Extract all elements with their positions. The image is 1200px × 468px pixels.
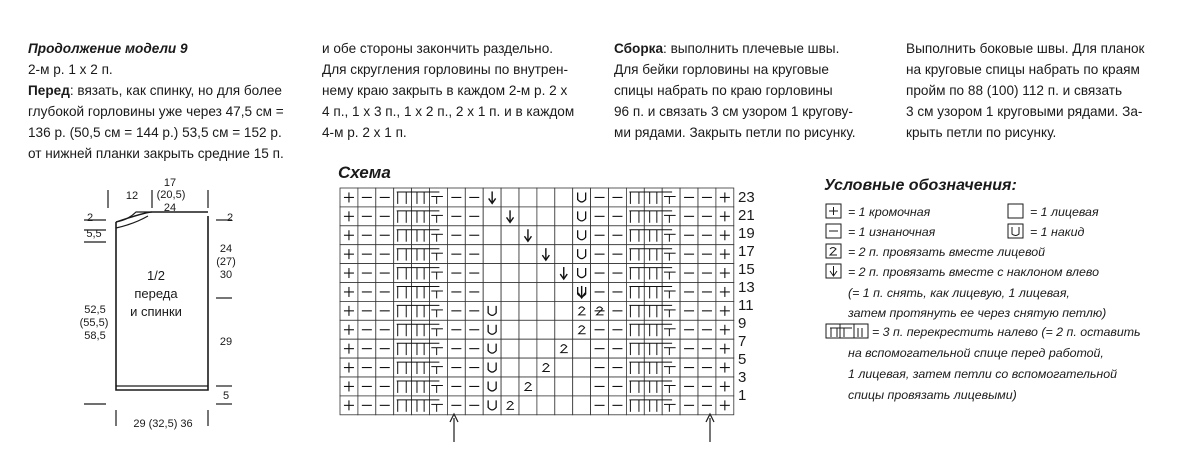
chart-cell (394, 207, 412, 226)
chart-cell (412, 188, 430, 207)
pattern-label-right-5: 5 (222, 390, 230, 402)
legend-ssk-note-1: (= 1 п. снять, как лицевую, 1 лицевая, (848, 286, 1070, 300)
chart-cell (430, 245, 448, 264)
chart-cell (501, 339, 519, 358)
chart-cell (537, 207, 555, 226)
chart-cell (412, 283, 430, 302)
chart-cell (626, 396, 644, 415)
chart-cell (573, 226, 591, 245)
chart-cell (430, 226, 448, 245)
text-line: 4-м р. 2 х 1 п. (322, 125, 407, 140)
chart-cell (537, 377, 555, 396)
chart-cell (412, 264, 430, 283)
chart-cell (537, 283, 555, 302)
chart-cell (644, 207, 662, 226)
chart-cell (412, 207, 430, 226)
chart-cell (430, 377, 448, 396)
text-line (614, 38, 888, 59)
chart-cell (662, 358, 680, 377)
schema-title: Схема (338, 163, 391, 182)
chart-cell (555, 301, 573, 320)
chart-cell (519, 377, 537, 396)
chart-cell (573, 339, 591, 358)
chart-cell (537, 339, 555, 358)
chart-cell (394, 245, 412, 264)
chart-cell (483, 396, 501, 415)
chart-cell (483, 264, 501, 283)
chart-cell (626, 226, 644, 245)
repeat-arrow-left (448, 412, 460, 442)
knitting-chart (336, 184, 736, 416)
chart-cell (483, 358, 501, 377)
pattern-label-right-24: 24 (219, 243, 233, 255)
chart-cell (394, 320, 412, 339)
chart-cell (626, 283, 644, 302)
chart-cell (573, 301, 591, 320)
chart-cell (394, 188, 412, 207)
chart-cell (519, 339, 537, 358)
chart-cell (573, 396, 591, 415)
chart-cell (483, 207, 501, 226)
pattern-label-left-58-5: 58,5 (84, 330, 106, 342)
pattern-label-left-5-5: 5,5 (86, 228, 102, 240)
chart-cell (430, 207, 448, 226)
text-fragment: : выполнить плечевые швы. (663, 41, 840, 56)
chart-cell (662, 226, 680, 245)
chart-cell (501, 358, 519, 377)
chart-cell (430, 339, 448, 358)
chart-cell (519, 396, 537, 415)
row-number: 11 (738, 297, 754, 314)
legend-cross-note-1: на вспомогательной спице перед работой, (848, 346, 1104, 360)
chart-cell (555, 207, 573, 226)
pattern-center-label-2: переда (134, 286, 178, 301)
chart-cell (555, 377, 573, 396)
chart-cell (430, 358, 448, 377)
chart-cell (430, 283, 448, 302)
chart-cell (501, 301, 519, 320)
chart-cell (394, 339, 412, 358)
chart-cell (555, 358, 573, 377)
chart-cell (626, 320, 644, 339)
text-column-2 (322, 38, 590, 143)
chart-cell (537, 301, 555, 320)
chart-cell (537, 264, 555, 283)
pattern-label-left-55-5: (55,5) (79, 317, 109, 329)
chart-cell (644, 377, 662, 396)
chart-cell (573, 320, 591, 339)
chart-cell (662, 188, 680, 207)
chart-cell (412, 320, 430, 339)
text-line: и обе стороны закончить раздельно. (322, 41, 554, 56)
pattern-label-left-52-5: 52,5 (84, 304, 106, 316)
chart-cell (644, 358, 662, 377)
chart-cell (501, 226, 519, 245)
chart-cell (573, 245, 591, 264)
chart-cell (644, 283, 662, 302)
pattern-label-right-30: 30 (219, 269, 233, 281)
legend-knit: = 1 лицевая (1030, 205, 1099, 219)
chart-cell (394, 301, 412, 320)
chart-cell (483, 320, 501, 339)
chart-cell (644, 264, 662, 283)
chart-cell (430, 188, 448, 207)
text-line: 96 п. и связать 3 см узором 1 кругову- (614, 104, 853, 119)
row-number: 23 (738, 189, 755, 206)
chart-cell (662, 283, 680, 302)
chart-cell (626, 264, 644, 283)
chart-cell (537, 226, 555, 245)
chart-cell (394, 264, 412, 283)
chart-cell (626, 301, 644, 320)
chart-cell (555, 226, 573, 245)
legend-yarnover: = 1 накид (1030, 225, 1085, 239)
row-number: 5 (738, 351, 747, 368)
chart-cell (519, 358, 537, 377)
legend-title: Условные обозначения: (824, 177, 1017, 194)
chart-cell (501, 396, 519, 415)
chart-cell (644, 320, 662, 339)
chart-cell (412, 377, 430, 396)
chart-cell (573, 188, 591, 207)
chart-cell (412, 301, 430, 320)
legend-k2tog: = 2 п. провязать вместе лицевой (848, 245, 1046, 259)
chart-cell (519, 207, 537, 226)
pattern-label-left-2: 2 (86, 212, 94, 224)
chart-cell (519, 264, 537, 283)
chart-cell (483, 245, 501, 264)
row-number: 15 (738, 261, 755, 278)
legend-cross: = 3 п. перекрестить налево (= 2 п. оставить (872, 325, 1141, 339)
chart-cell (555, 396, 573, 415)
chart-cell (394, 377, 412, 396)
text-line: на круговые спицы набрать по краям (906, 62, 1140, 77)
text-line: ми рядами. Закрыть петли по рисунку. (614, 125, 856, 140)
chart-cell (430, 320, 448, 339)
text-fragment: : вязать, как спинку, но для более (69, 83, 282, 98)
chart-cell (644, 301, 662, 320)
row-number: 3 (738, 369, 747, 386)
text-line: глубокой горловины уже через 47,5 см = (28, 104, 284, 119)
chart-cell (644, 339, 662, 358)
chart-cell (537, 358, 555, 377)
legend-edge: = 1 кромочная (848, 205, 931, 219)
chart-cell (537, 320, 555, 339)
row-number: 17 (738, 243, 755, 260)
repeat-arrow-right (704, 412, 716, 442)
section-heading: Продолжение модели 9 (28, 41, 188, 56)
chart-cell (412, 396, 430, 415)
chart-cell (555, 339, 573, 358)
chart-cell (573, 377, 591, 396)
row-number: 7 (738, 333, 747, 350)
chart-cell (626, 377, 644, 396)
chart-cell (501, 245, 519, 264)
chart-cell (626, 358, 644, 377)
chart-cell (662, 264, 680, 283)
pattern-label-top-24: 24 (163, 202, 177, 214)
legend-ssk-note-2: затем протянуть ее через снятую петлю) (848, 306, 1107, 320)
text-column-3 (614, 38, 888, 143)
chart-cell (537, 396, 555, 415)
pattern-center-label-1: 1/2 (146, 268, 166, 283)
text-line: нему краю закрыть в каждом 2-м р. 2 х (322, 83, 568, 98)
text-line: Для бейки горловины на круговые (614, 62, 829, 77)
text-line: крыть петли по рисунку. (906, 125, 1057, 140)
chart-cell (430, 301, 448, 320)
chart-cell (501, 283, 519, 302)
chart-cell (519, 283, 537, 302)
chart-cell (519, 320, 537, 339)
chart-cell (662, 320, 680, 339)
pattern-label-top-12: 12 (125, 190, 139, 202)
chart-cell (519, 301, 537, 320)
chart-cell (626, 339, 644, 358)
chart-cell (662, 301, 680, 320)
chart-cell (555, 283, 573, 302)
chart-cell (501, 264, 519, 283)
chart-cell (483, 377, 501, 396)
chart-cell (430, 396, 448, 415)
chart-cell (412, 358, 430, 377)
chart-cell (662, 396, 680, 415)
pattern-center-label-3: и спинки (130, 304, 182, 319)
chart-cell (412, 226, 430, 245)
chart-cell (644, 245, 662, 264)
legend-purl: = 1 изнаночная (848, 225, 936, 239)
garment-pattern-drawing (76, 178, 336, 448)
chart-cell (394, 283, 412, 302)
chart-cell (537, 188, 555, 207)
chart-cell (501, 188, 519, 207)
chart-cell (394, 358, 412, 377)
chart-cell (412, 245, 430, 264)
text-column-1 (28, 38, 300, 164)
chart-cell (573, 207, 591, 226)
pattern-label-right-2: 2 (226, 212, 234, 224)
chart-cell (662, 245, 680, 264)
text-line: 4 п., 1 х 3 п., 1 х 2 п., 2 х 1 п. и в каждом (322, 104, 575, 119)
chart-cell (519, 245, 537, 264)
chart-cell (483, 301, 501, 320)
chart-cell (483, 283, 501, 302)
chart-cell (662, 339, 680, 358)
chart-cell (501, 377, 519, 396)
chart-cell (626, 188, 644, 207)
pattern-label-right-27: (27) (216, 256, 236, 268)
chart-cell (483, 339, 501, 358)
chart-cell (412, 339, 430, 358)
row-number: 1 (738, 387, 747, 404)
text-line: спицы набрать по краю горловины (614, 83, 833, 98)
chart-cell (555, 245, 573, 264)
text-line: Выполнить боковые швы. Для планок (906, 41, 1145, 56)
chart-cell (430, 264, 448, 283)
chart-cell (555, 320, 573, 339)
chart-cell (555, 188, 573, 207)
row-number: 21 (738, 207, 755, 224)
chart-cell (626, 207, 644, 226)
chart-cell (483, 226, 501, 245)
chart-cell (662, 207, 680, 226)
row-number: 13 (738, 279, 755, 296)
row-number: 9 (738, 315, 747, 332)
assembly-label: Сборка (614, 41, 664, 56)
chart-cell (394, 226, 412, 245)
chart-cell (501, 320, 519, 339)
text-line: пройм по 88 (100) 112 п. и связать (906, 83, 1123, 98)
pattern-label-bottom: 29 (32,5) 36 (133, 418, 193, 430)
text-line: 3 см узором 1 круговыми рядами. За- (906, 104, 1143, 119)
chart-cell (644, 188, 662, 207)
chart-cell (662, 377, 680, 396)
text-line: Для скругления горловины по внутрен- (322, 62, 569, 77)
chart-cell (394, 396, 412, 415)
text-line: от нижней планки закрыть средние 15 п. (28, 146, 284, 161)
chart-cell (644, 396, 662, 415)
legend-cross-note-3: спицы провязать лицевыми) (848, 388, 1017, 402)
pattern-label-top-20-5: (20,5) (156, 189, 186, 201)
legend-cross-note-2: 1 лицевая, затем петли со вспомогательной (848, 367, 1118, 381)
row-number: 19 (738, 225, 755, 242)
chart-cell (573, 358, 591, 377)
pattern-label-right-29: 29 (219, 336, 233, 348)
chart-cell (626, 245, 644, 264)
legend-ssk: = 2 п. провязать вместе с наклоном влево (848, 265, 1099, 279)
chart-cell (644, 226, 662, 245)
chart-cell (519, 188, 537, 207)
front-label: Перед (28, 83, 70, 98)
text-line: 2-м р. 1 х 2 п. (28, 62, 113, 77)
text-line: 136 р. (50,5 см = 144 р.) 53,5 см = 152 р. (28, 125, 282, 140)
text-column-4 (906, 38, 1178, 143)
text-line (28, 80, 300, 101)
pattern-label-top-17: 17 (163, 177, 177, 189)
chart-cell (573, 264, 591, 283)
